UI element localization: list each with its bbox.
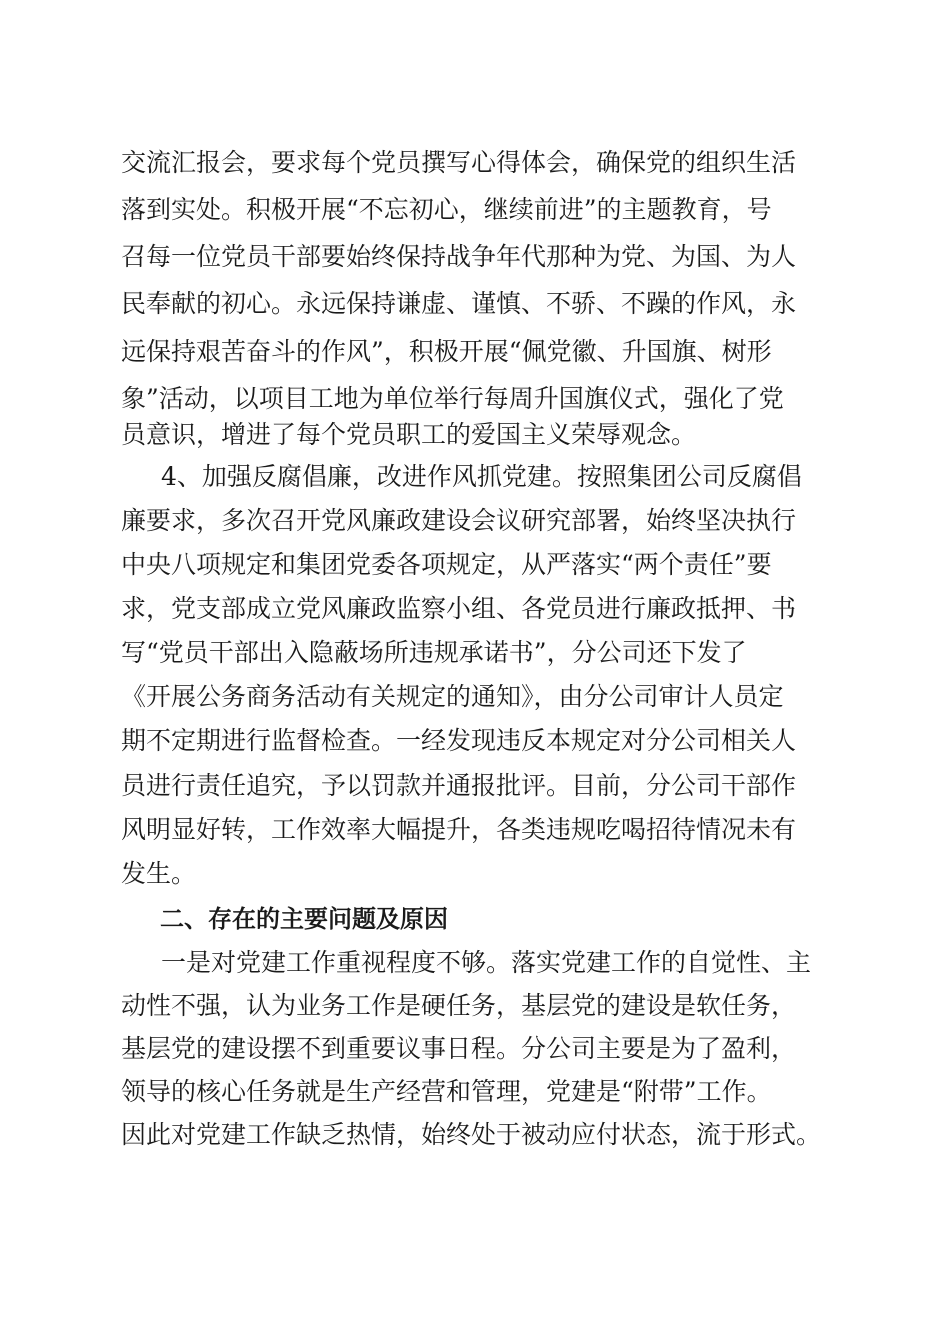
paragraph-1-line-5: 远保持艰苦奋斗的作风”，积极开展“佩党徽、升国旗、树形 (121, 337, 772, 366)
paragraph-2-line-1: 4、加强反腐倡廉，改进作风抓党建。按照集团公司反腐倡 (161, 462, 802, 491)
section-heading: 二、存在的主要问题及原因 (160, 905, 448, 933)
paragraph-3-line-1: 一是对党建工作重视程度不够。落实党建工作的自觉性、主 (161, 948, 812, 977)
paragraph-1-line-2: 落到实处。积极开展“不忘初心，继续前进”的主题教育，号 (121, 195, 772, 224)
paragraph-1-line-1: 交流汇报会，要求每个党员撰写心得体会，确保党的组织生活 (121, 148, 797, 177)
paragraph-1-line-7: 员意识，增进了每个党员职工的爱国主义荣辱观念。 (121, 420, 697, 449)
paragraph-3-line-2: 动性不强，认为业务工作是硬任务，基层党的建设是软任务， (121, 991, 797, 1020)
paragraph-2-line-3: 中央八项规定和集团党委各项规定，从严落实“两个责任”要 (121, 550, 772, 579)
paragraph-1-line-4: 民奉献的初心。永远保持谦虚、谨慎、不骄、不躁的作风，永 (121, 289, 797, 318)
paragraph-2-line-5: 写“党员干部出入隐蔽场所违规承诺书”，分公司还下发了 (121, 638, 747, 667)
paragraph-2-line-8: 员进行责任追究，予以罚款并通报批评。目前，分公司干部作 (121, 771, 797, 800)
paragraph-2-line-4: 求，党支部成立党风廉政监察小组、各党员进行廉政抵押、书 (121, 594, 797, 623)
paragraph-3-line-4: 领导的核心任务就是生产经营和管理，党建是“附带”工作。 (121, 1077, 772, 1106)
paragraph-2-line-2: 廉要求，多次召开党风廉政建设会议研究部署，始终坚决执行 (121, 506, 797, 535)
paragraph-1-line-3: 召每一位党员干部要始终保持战争年代那种为党、为国、为人 (121, 242, 797, 271)
paragraph-2-line-10: 发生。 (121, 859, 197, 888)
paragraph-2-line-6: 《开展公务商务活动有关规定的通知》，由分公司审计人员定 (121, 682, 784, 711)
paragraph-1-line-6: 象”活动，以项目工地为单位举行每周升国旗仪式，强化了党 (121, 384, 784, 413)
paragraph-3-line-5: 因此对党建工作缺乏热情，始终处于被动应付状态，流于形式。 (121, 1120, 822, 1149)
paragraph-2-line-9: 风明显好转，工作效率大幅提升，各类违规吃喝招待情况未有 (121, 815, 797, 844)
paragraph-2-line-7: 期不定期进行监督检查。一经发现违反本规定对分公司相关人 (121, 726, 797, 755)
paragraph-3-line-3: 基层党的建设摆不到重要议事日程。分公司主要是为了盈利， (121, 1034, 797, 1063)
